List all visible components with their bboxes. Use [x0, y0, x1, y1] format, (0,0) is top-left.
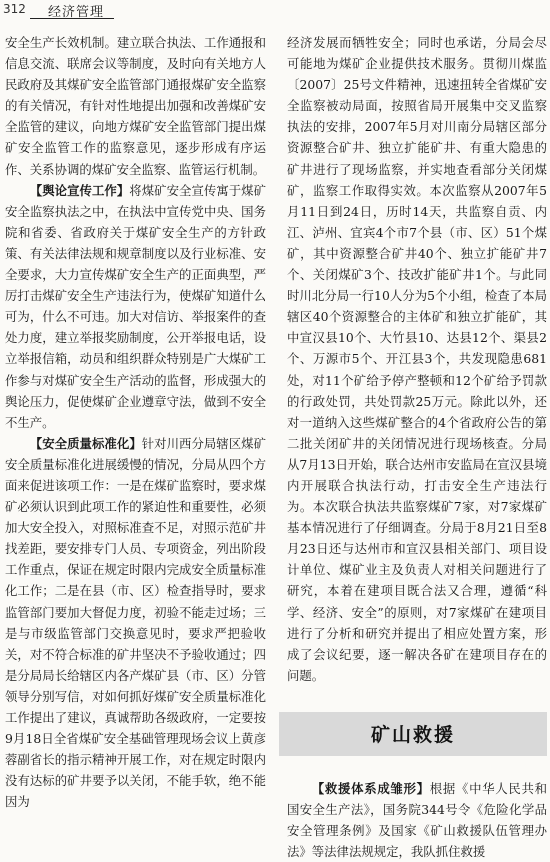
section-title: 矿山救援	[370, 724, 455, 747]
paragraph-continued: 经济发展而牺牲安全；同时也承诺，分局会尽可能地为煤矿企业提供技术服务。贯彻川煤监〔2007〕25号文件精神，迅速扭转全省煤矿安全监察被动局面，按照省局开展集中交叉监察执法的安排，2007年5月对川南分局辖区部分资源整合矿井、独立扩能矿井、有重大隐患的矿井进行了现场监察，并实地查看部分关闭煤矿，监察工作取得实效。本次监察从2007年5月11日到24日，历时14天，共监察自贡、内江、泸州、宜宾4个市7个县（市、区）51个煤矿，其中资源整合矿井40个、独立扩能矿井7个、关闭煤矿3个、技改扩能矿井1个。与此同时川北分局一行10人分为5个小组，检查了本局辖区40个资源整合的主体矿和独立扩能矿，其中宣汉县10个、大竹县10、达县12个、渠县2个、万源市5个、开江县3个，共发现隐患681处，对11个矿给予停产整顿和12个矿给予罚款的行政处罚，共处罚款25万元。除此以外，还对一道纳入这些煤矿整合的4个省政府公告的第二批关闭矿井的关闭情况进行现场核查。分局从7月13日开始，联合达州市安监局在宣汉县境内开展联合执法行动，打击安全生产违法行为。本次联合执法共监察煤矿7家，对7家煤矿基本情况进行了仔细调查。分局于8月21日至8月23日还与达州市和宣汉县相关部门、项目设计单位、煤矿业主及负责人对相关问题进行了研究，本着在建项目既合法又合理，遵循“科学、经济、安全”的原则，对7家煤矿在建项目进行了分析和研究并提出了相应处置方案，形成了会议纪要，逐一解决各矿在建项目存在的问题。	[287, 35, 547, 683]
right-column	[287, 32, 547, 862]
paragraph-rescue-system	[287, 778, 547, 862]
running-title: 经济管理	[48, 5, 105, 20]
paragraph-body: 根据《中华人民共和国安全生产法》，国务院344号令《危险化学品安全管理条例》及国家《矿山救援队伍管理办法》等法律法规规定，我队抓住救援	[287, 780, 548, 860]
paragraph-heading: 【舆论宣传工作】	[29, 182, 130, 198]
left-column	[5, 32, 266, 812]
paragraph-body: 针对川西分局辖区煤矿安全质量标准化进展缓慢的情况，分局从四个方面来促进该项工作：一是在煤矿监察时，要求煤矿必须认识到此项工作的紧迫性和重要性，必须加大安全投入，对照标准查不足，对照示范矿井找差距，要安排专门人员、专项资金，列出阶段工作重点，保证在规定时限内完成安全质量标准化工作；二是在县（市、区）检查指导时，要求监管部门要加大督促力度，初验不能走过场；三是与市级监管部门交换意见时，要求严把验收关，对不符合标准的矿井坚决不予验收通过；四是分局局长给辖区内各产煤矿县（市、区）分管领导分别写信，对如何抓好煤矿安全质量标准化工作提出了建议，真诚帮助各级政府，一定要按9月18日全省煤矿安全基础管理现场会议上黄彦蓉副省长的指示精神开展工作，对在规定时限内没有达标的矿井要予以关闭，不能手软，绝不能因为	[5, 435, 266, 810]
page-number: 312	[3, 2, 26, 16]
paragraph-heading: 【安全质量标准化】	[29, 435, 142, 451]
paragraph-body: 将煤矿安全宣传寓于煤矿安全监察执法之中，在执法中宣传党中央、国务院和省委、省政府关于煤矿安全生产的方针政策、有关法律法规和规章制度以及行业标准、安全要求，大力宣传煤矿安全生产的正面典型，严厉打击煤矿安全生产违法行为，使煤矿知道什么可为，什么不可违。加大对信访、举报案件的查处力度，建立举报奖励制度，公开举报电话，设立举报信箱，动员和组织群众特别是广大煤矿工作参与对煤矿安全生产活动的监督，形成强大的舆论压力，促使煤矿企业遵章守法，做到不安全不生产。	[5, 182, 267, 430]
paragraph-public-opinion	[5, 180, 266, 433]
paragraph-heading: 【救援体系成雏形】	[311, 780, 430, 796]
paragraph-quality-standardization	[5, 433, 266, 813]
page-header	[0, 0, 550, 28]
paragraph-continued: 安全生产长效机制。建立联合执法、工作通报和信息交流、联席会议等制度，及时向有关地方人民政府及其煤矿安全监管部门通报煤矿安全监察的有关情况，有针对性地提出加强和改善煤矿安全监管的建议，向地方煤矿安全监管部门提出煤矿安全监管工作的监察意见，逐步形成有序运作、关系协调的煤矿安全监察、监管运行机制。	[5, 35, 266, 177]
section-banner	[279, 712, 547, 756]
